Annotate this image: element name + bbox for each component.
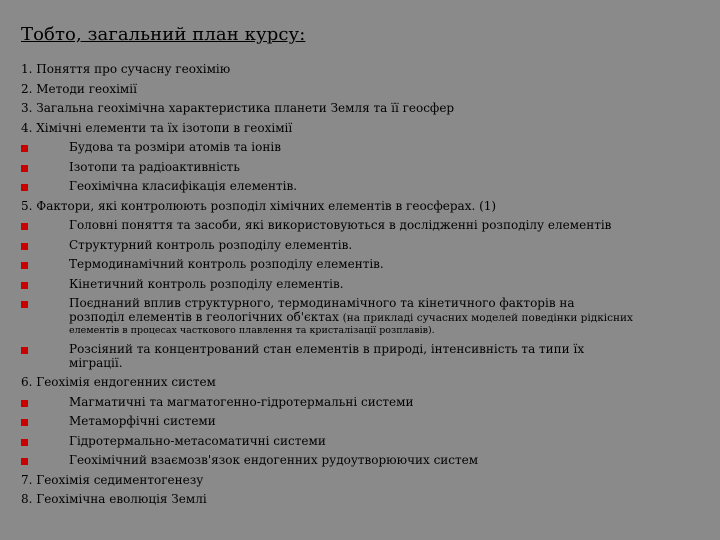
- bullet-square-icon: [21, 243, 28, 250]
- sub-item: [21, 236, 711, 256]
- sub-item: [21, 412, 711, 432]
- list-item: 2. Методи геохімії: [21, 81, 137, 96]
- bullet-square-icon: [21, 419, 28, 426]
- sub-item-note: (на прикладі сучасних моделей поведінки рідкісних: [342, 311, 633, 324]
- bullet-square-icon: [21, 165, 28, 172]
- sub-item-label: Магматичні та магматогенно-гідротермальні системи: [69, 394, 414, 409]
- sub-item-label: Поєднаний вплив структурного, термодинамічного та кінетичного факторів на: [69, 296, 575, 310]
- bullet-square-icon: [21, 458, 28, 465]
- bullet-square-icon: [21, 184, 28, 191]
- sub-item-label: Геохімічна класифікація елементів.: [69, 179, 298, 193]
- bullet-square-icon: [21, 262, 28, 269]
- sub-item-label: Метаморфічні системи: [69, 414, 216, 428]
- sub-item-label: Розсіяний та концентрований стан елементів в природі, інтенсивність та типи їх: [69, 342, 585, 356]
- sub-item: [21, 451, 711, 471]
- sub-item: [21, 138, 711, 158]
- list-item: 1. Поняття про сучасну геохімію: [21, 62, 231, 76]
- sub-item-label: Структурний контроль розподілу елементів.: [69, 237, 353, 252]
- sub-item: [21, 216, 711, 236]
- sub-item-label: Геохімічний взаємозв'язок ендогенних рудоутворюючих систем: [69, 453, 479, 467]
- list-item: 5. Фактори, які контролюють розподіл хімічних елементів в геосферах. (1): [21, 198, 497, 213]
- list-item: 3. Загальна геохімічна характеристика планети Земля та її геосфер: [21, 101, 455, 115]
- sub-item-label: Ізотопи та радіоактивність: [69, 159, 240, 174]
- sub-item: [21, 393, 711, 413]
- bullet-square-icon: [21, 347, 28, 354]
- list-item: 7. Геохімія седиментогенезу: [21, 472, 204, 487]
- bullet-square-icon: [21, 223, 28, 230]
- bullet-square-icon: [21, 145, 28, 152]
- sub-item: [21, 275, 711, 295]
- list-item: 4. Хімічні елементи та їх ізотопи в геохімії: [21, 120, 293, 135]
- sub-item-label: Гідротермально-метасоматичні системи: [69, 433, 326, 448]
- sub-item: [21, 340, 711, 373]
- sub-item-note: елементів в процесах часткового плавлення та кристалізації розплавів).: [69, 325, 435, 336]
- sub-item: [21, 158, 711, 178]
- sub-item-label: Кінетичний контроль розподілу елементів.: [69, 276, 344, 291]
- sub-item-label: Головні поняття та засоби, які використовуються в дослідженні розподілу елементів: [69, 218, 612, 232]
- sub-item: [21, 432, 711, 452]
- sub-item-label: Термодинамічний контроль розподілу елементів.: [69, 257, 384, 271]
- sub-item: [21, 177, 711, 197]
- sub-item: [21, 294, 711, 340]
- sub-item-label: розподіл елементів в геологічних об'єктах: [69, 309, 339, 324]
- course-plan-list: [21, 60, 711, 510]
- bullet-square-icon: [21, 439, 28, 446]
- sub-item: [21, 255, 711, 275]
- page-title: Тобто, загальний план курсу:: [21, 24, 306, 45]
- bullet-square-icon: [21, 400, 28, 407]
- list-item: 6. Геохімія ендогенних систем: [21, 375, 216, 389]
- sub-item-label: міграції.: [69, 355, 123, 370]
- list-item: 8. Геохімічна еволюція Землі: [21, 492, 207, 506]
- sub-item-label: Будова та розміри атомів та іонів: [69, 140, 281, 154]
- bullet-square-icon: [21, 301, 28, 308]
- bullet-square-icon: [21, 282, 28, 289]
